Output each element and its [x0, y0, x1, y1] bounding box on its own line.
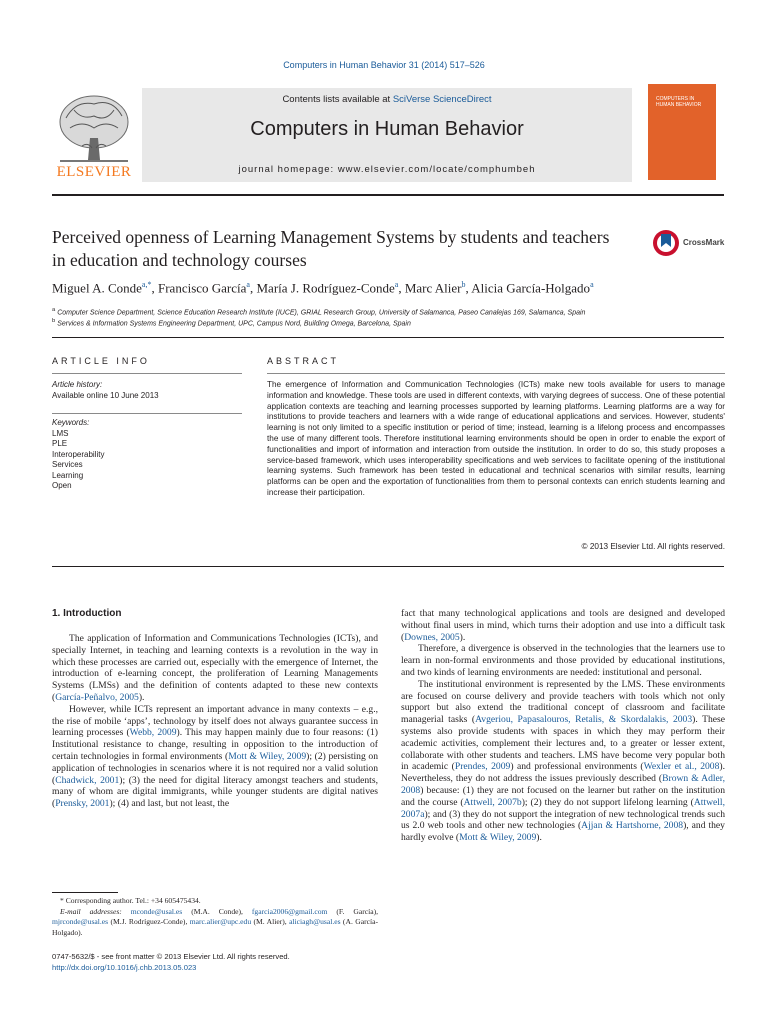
abstract-top-rule — [267, 373, 725, 374]
keyword-item: LMS — [52, 428, 69, 438]
title-rule — [52, 337, 724, 338]
info-divider — [52, 413, 242, 414]
text-run: ). This may happen mainly due to four reasons: (1) Institutional resistance to change, resulting in opposition to the introduction of certain technologies in formal environments ( — [52, 727, 378, 762]
body-paragraph — [52, 633, 378, 704]
text-run: Therefore, a divergence is observed in the technologies that the learners use to learn in non-formal environments and those provided by educational institutions, and two kinds of learning environments are needed: institutional and personal. — [401, 643, 725, 678]
journal-homepage[interactable]: journal homepage: www.elsevier.com/locate/comphumbeh — [238, 164, 536, 175]
citation-link[interactable]: Downes, 2005 — [404, 631, 460, 643]
author-separator: , — [465, 280, 472, 296]
abstract-text: The emergence of Information and Communication Technologies (ICTs) make new tools available for users to manage information and knowledge. These tools are used in different contexts, with varying degrees of success. One of these potential application contexts are teaching and learning processes supported by learning platforms. Learning platforms are a way for institutions to provide teachers and learners with a wide range of educational applications and services. However, students' learning is not only limited to a specific institution or period of time; instead, learning is a lifelong process and encompasses the use of many different tools. Therefore institutional learning environments should be open in order to enable the export of functionalities and import of information and interaction from outside the institution. In order to do so, this study proposes a service-based framework, which uses interoperability specifications and web services to facilitate opening of the institutional learning systems. Such framework has been tested in educational and technical scenarios with similar results, learning platforms can be open and the exportation of functionalities from them to personal contexts can enrich students learning and increase their participation. — [267, 380, 725, 497]
author-list — [52, 280, 742, 296]
author-affiliation-marker[interactable]: a — [590, 280, 594, 289]
keyword-item: Open — [52, 481, 72, 490]
cover-title: COMPUTERS IN HUMAN BEHAVIOR — [656, 96, 702, 108]
citation-link[interactable]: Prensky, 2001 — [55, 798, 110, 810]
footnote-rule — [52, 892, 118, 893]
author-separator: , — [398, 280, 405, 296]
text-run: However, while ICTs represent an important advance in many contexts – e.g., the rise of mobile ‘apps’, technology by itself does not always guarantee success in learning processes ( — [52, 703, 378, 739]
copyright-notice: © 2013 Elsevier Ltd. All rights reserved. — [581, 542, 725, 551]
affiliation-b — [52, 318, 742, 327]
article-info-heading: ARTICLE INFO — [52, 356, 150, 366]
sciencedirect-link[interactable]: SciVerse ScienceDirect — [392, 94, 492, 105]
text-run: ). — [536, 832, 542, 844]
author-affiliation-marker[interactable]: a — [394, 280, 399, 289]
text-run: (M.A. Conde), — [182, 906, 252, 916]
text-run: (M. Alier), — [251, 917, 290, 926]
left-column — [52, 633, 378, 810]
body-paragraph — [52, 704, 378, 810]
citation-link[interactable]: Brown & Adler, 2008 — [401, 773, 725, 796]
text-run: ). Nevertheless, they do not address the issues previously described ( — [401, 761, 725, 785]
author-affiliation-marker[interactable]: b — [461, 280, 466, 289]
contents-prefix: Contents lists available at — [282, 94, 393, 105]
email-link[interactable]: mconde@usal.es — [130, 906, 183, 916]
author-name: Miguel A. Conde — [52, 280, 142, 296]
doi-link[interactable]: http://dx.doi.org/10.1016/j.chb.2013.05.023 — [52, 962, 197, 972]
history-label: Article history: — [52, 380, 103, 389]
author-name: María J. Rodríguez-Conde — [256, 280, 395, 296]
author-name: Alicia García-Holgado — [471, 280, 591, 296]
keywords-label: Keywords: — [52, 418, 90, 427]
email-link[interactable]: mjrconde@usal.es — [52, 917, 109, 926]
publisher-name: ELSEVIER — [56, 164, 132, 180]
page-footer — [52, 952, 378, 973]
affiliation-text: Services & Information Systems Engineering Department, UPC, Campus Nord, Building Omega, Barcelona, Spain — [57, 320, 411, 328]
article-info-rule — [52, 373, 242, 374]
text-run: E-mail addresses: — [60, 906, 131, 916]
footnote — [52, 896, 378, 907]
issn-line: 0747-5632/$ - see front matter © 2013 Elsevier Ltd. All rights reserved. — [52, 952, 290, 961]
body-paragraph — [401, 643, 725, 678]
text-run: fact that many technological applications and tools are designed and developed without final users in mind, which turns their adoption and use into a difficult task ( — [401, 608, 725, 643]
journal-reference[interactable]: Computers in Human Behavior 31 (2014) 517–526 — [283, 60, 485, 70]
text-run: ). — [138, 691, 145, 703]
keyword-item: Learning — [52, 470, 84, 480]
article-title: Perceived openness of Learning Management Systems by students and teachers in education and technology courses — [52, 227, 610, 270]
author-separator: , — [249, 280, 257, 296]
citation-link[interactable]: Ajjan & Hartshorne, 2008 — [581, 820, 684, 832]
text-run: ). These systems also provide students with spaces in which they may perform their academic activities, complement their lectures and, to a greater or lesser extent, collaborate with other students and teachers. LMS have become very popular both in academic ( — [401, 714, 726, 773]
text-run: (M.J. Rodríguez-Conde), — [108, 917, 190, 926]
citation-link[interactable]: Chadwick, 2001 — [55, 774, 120, 786]
body-paragraph — [401, 679, 725, 844]
header-rule — [52, 194, 724, 196]
text-run: ) because: (1) they are not focused on the learner but rather on the institution and the course ( — [401, 784, 725, 808]
section-heading: 1. Introduction — [52, 608, 122, 619]
email-link[interactable]: marc.alier@upc.edu — [189, 917, 252, 926]
citation-link[interactable]: Attwell, 2007a — [401, 796, 725, 820]
email-link[interactable]: fgarcia2006@gmail.com — [251, 906, 328, 916]
text-run: ); (2) they do not support lifelong learning ( — [521, 796, 694, 808]
text-run: ); (2) persisting on application of technologies in scenarios where it is not required nor a valid solution ( — [52, 750, 378, 786]
journal-title: Computers in Human Behavior — [250, 118, 524, 140]
citation-link[interactable]: Prendes, 2009 — [454, 761, 511, 773]
text-run: ) and professional environments ( — [510, 761, 644, 773]
keyword-item: PLE — [52, 439, 68, 448]
article-info — [52, 380, 242, 492]
abstract-bottom-rule — [52, 566, 724, 567]
footnote — [52, 907, 378, 939]
citation-link[interactable]: Webb, 2009 — [129, 727, 177, 739]
right-column — [401, 608, 725, 844]
author-affiliation-marker[interactable]: a — [246, 280, 250, 289]
affiliation-marker: b — [52, 318, 56, 324]
citation-link[interactable]: Wexler et al., 2008 — [643, 761, 720, 773]
abstract-heading: ABSTRACT — [267, 356, 340, 366]
text-run: (A. García-Holgado). — [52, 917, 378, 937]
author-affiliation-marker[interactable]: a,* — [141, 280, 152, 289]
footnotes — [52, 896, 378, 938]
citation-link[interactable]: Avgeriou, Papasalouros, Retalis, & Skordalakis, 2003 — [475, 714, 693, 726]
keyword-item: Services — [52, 460, 83, 469]
email-link[interactable]: aliciagh@usal.es — [289, 917, 341, 926]
text-run: ); (3) the need for digital literacy amongst teachers and students, many of whom are digital immigrants, while younger students are digital natives ( — [52, 774, 378, 810]
affiliation-marker: a — [52, 307, 56, 313]
author-separator: , — [151, 280, 158, 296]
author-name: Marc Alier — [404, 280, 462, 296]
keyword-list — [52, 429, 242, 492]
author-name: Francisco García — [157, 280, 247, 296]
text-run: ), and they hardly evolve ( — [401, 820, 725, 844]
text-run: (F. García), — [327, 906, 379, 916]
citation-link[interactable]: García-Peñalvo, 2005 — [55, 691, 139, 703]
citation-link[interactable]: Mott & Wiley, 2009 — [459, 832, 537, 844]
text-run: ); (4) and last, but not least, the — [109, 798, 230, 810]
citation-link[interactable]: Attwell, 2007b — [463, 796, 522, 808]
contents-line — [142, 94, 632, 105]
text-run: * Corresponding author. Tel.: +34 605475434. — [60, 896, 201, 905]
keyword-item: Interoperability — [52, 449, 105, 459]
body-paragraph — [401, 608, 725, 643]
history-value: Available online 10 June 2013 — [52, 390, 159, 400]
affiliation-a — [52, 307, 742, 316]
text-run: ); and (3) they do not support the integration of new technological trends such us 2.0 web tools and other new technologies ( — [401, 808, 725, 832]
text-run: ). — [459, 631, 466, 643]
text-run: The application of Information and Communications Technologies (ICTs), and specially Internet, in teaching and learning contexts is a revolution in the way in which these processes are carried out, especially with the emergence of Internet, the introduction of e-learning concept, the proliferation of Learning Managements Systems (LMSs) and the definition of contents adapted to these new contexts ( — [52, 633, 378, 703]
citation-link[interactable]: Mott & Wiley, 2009 — [228, 750, 307, 762]
text-run: The institutional environment is represented by the LMS. These environments are focused on course delivery and provide teachers with tools which not only support but also extend the traditional concept of classroom and facilitate managerial tasks ( — [401, 678, 725, 726]
affiliation-text: Computer Science Department, Science Education Research Institute (IUCE), GRIAL Research Group, University of Salamanca, Paseo Canalejas 169, Salamanca, Spain — [57, 309, 586, 317]
crossmark-label: CrossMark — [683, 238, 725, 247]
